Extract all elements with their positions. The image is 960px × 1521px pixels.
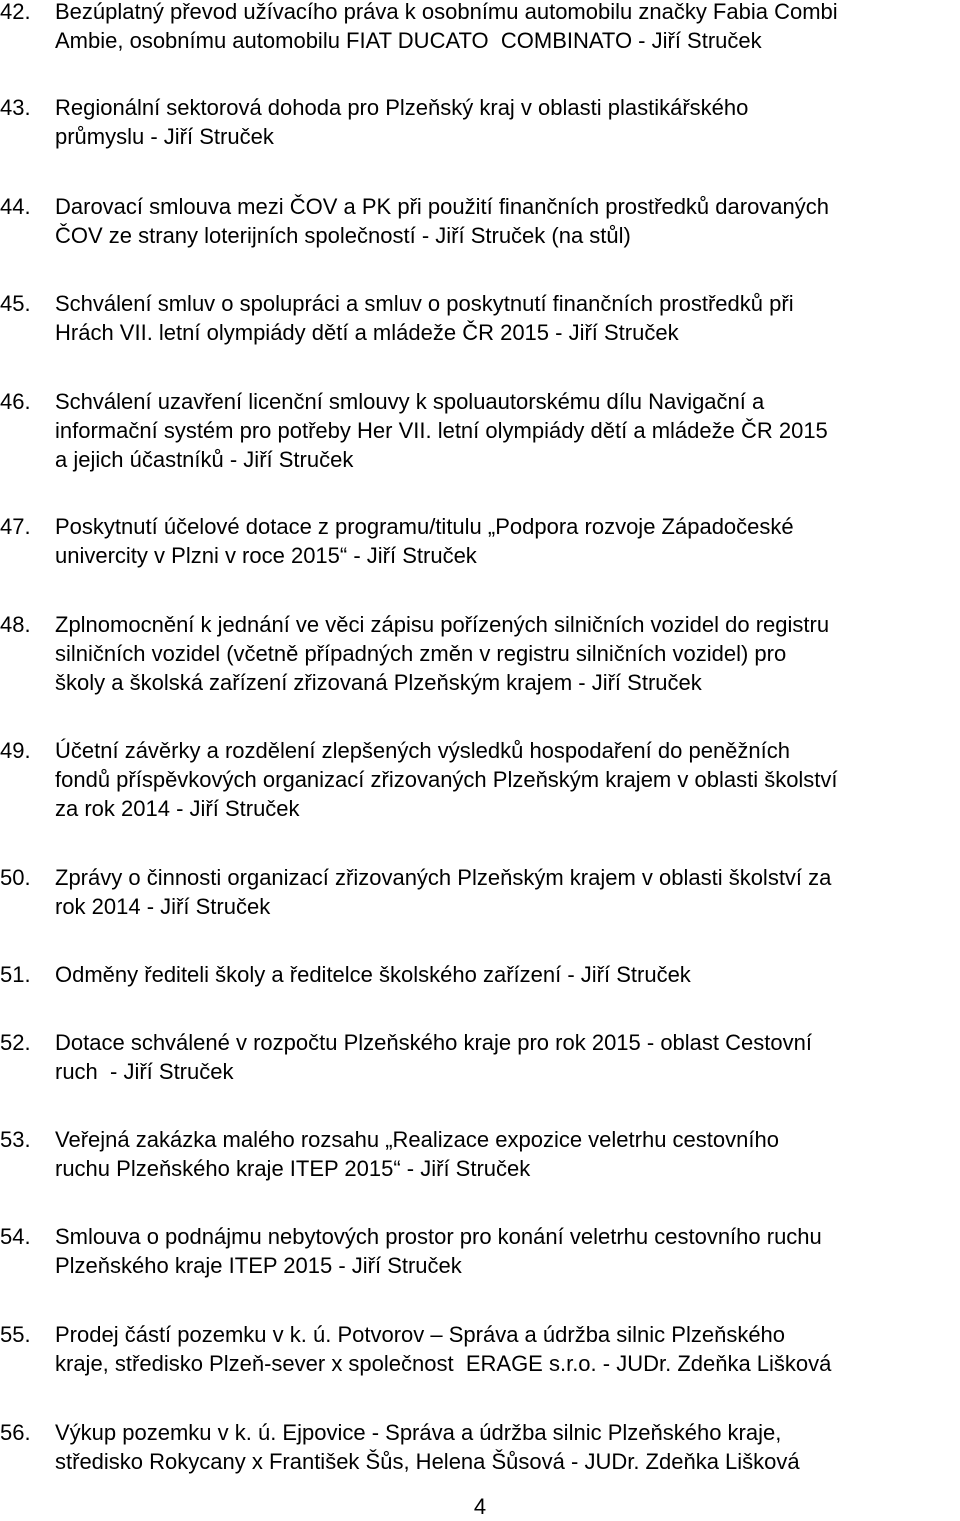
item-number: 42. <box>0 0 31 24</box>
item-text: Výkup pozemku v k. ú. Ejpovice - Správa a údržba silnic Plzeňského kraje, středisko Rokycany x František Šůs, Helena Šůsová - JUDr. Zdeňka Lišková <box>55 1420 800 1474</box>
item-text: Zprávy o činnosti organizací zřizovaných Plzeňským krajem v oblasti školství za rok 2014 - Jiří Struček <box>55 865 832 919</box>
item-number: 44. <box>0 194 31 219</box>
item-text: Bezúplatný převod užívacího práva k osobnímu automobilu značky Fabia Combi Ambie, osobnímu automobilu FIAT DUCATO COMBINATO - Jiří Struček <box>55 0 838 53</box>
item-number: 51. <box>0 962 31 987</box>
item-text: Smlouva o podnájmu nebytových prostor pro konání veletrhu cestovního ruchu Plzeňského kraje ITEP 2015 - Jiří Struček <box>55 1224 822 1278</box>
item-text: Odměny řediteli školy a ředitelce školského zařízení - Jiří Struček <box>55 962 691 987</box>
item-number: 43. <box>0 95 31 120</box>
item-number: 55. <box>0 1322 31 1347</box>
item-text: Dotace schválené v rozpočtu Plzeňského kraje pro rok 2015 - oblast Cestovní ruch - Jiří Struček <box>55 1030 812 1084</box>
item-number: 48. <box>0 612 31 637</box>
item-text: Darovací smlouva mezi ČOV a PK při použití finančních prostředků darovaných ČOV ze strany loterijních společností - Jiří Struček (na stůl) <box>55 194 830 248</box>
item-number: 56. <box>0 1420 31 1445</box>
item-text: Prodej částí pozemku v k. ú. Potvorov – Správa a údržba silnic Plzeňského kraje, středisko Plzeň-sever x společnost ERAGE s.r.o. - JUDr. Zdeňka Lišková <box>55 1322 832 1376</box>
item-number: 49. <box>0 738 31 763</box>
item-text: Regionální sektorová dohoda pro Plzeňský kraj v oblasti plastikářského průmyslu - Jiří Struček <box>55 95 749 149</box>
item-text: Poskytnutí účelové dotace z programu/titulu „Podpora rozvoje Západočeské univercity v Plzni v roce 2015“ - Jiří Struček <box>55 514 794 568</box>
item-number: 50. <box>0 865 31 890</box>
item-number: 52. <box>0 1030 31 1055</box>
page-number: 4 <box>473 1494 487 1519</box>
item-number: 54. <box>0 1224 31 1249</box>
item-text: Účetní závěrky a rozdělení zlepšených výsledků hospodaření do peněžních fondů příspěvkových organizací zřizovaných Plzeňským krajem v oblasti školství za rok 2014 - Jiří Struček <box>55 738 838 821</box>
item-text: Veřejná zakázka malého rozsahu „Realizace expozice veletrhu cestovního ruchu Plzeňského kraje ITEP 2015“ - Jiří Struček <box>55 1127 779 1181</box>
item-number: 45. <box>0 291 31 316</box>
item-number: 46. <box>0 389 31 414</box>
item-text: Schválení smluv o spolupráci a smluv o poskytnutí finančních prostředků při Hrách VII. letní olympiády dětí a mládeže ČR 2015 - Jiří Struček <box>55 291 794 345</box>
item-number: 47. <box>0 514 31 539</box>
item-number: 53. <box>0 1127 31 1152</box>
item-text: Schválení uzavření licenční smlouvy k spoluautorskému dílu Navigační a informační systém pro potřeby Her VII. letní olympiády dětí a mládeže ČR 2015 a jejich účastníků - Jiří Struček <box>55 389 828 472</box>
item-text: Zplnomocnění k jednání ve věci zápisu pořízených silničních vozidel do registru silničních vozidel (včetně případných změn v registru silničních vozidel) pro školy a školská zařízení zřizovaná Plzeňským krajem - Jiří Struček <box>55 612 830 695</box>
